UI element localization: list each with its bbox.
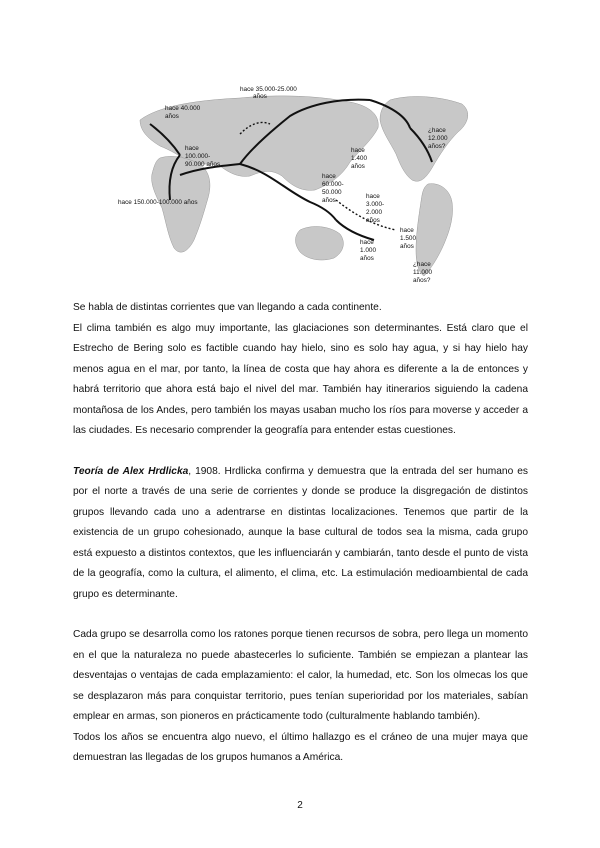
theory-title: Teoría de Alex Hrdlicka <box>73 465 189 477</box>
continents <box>140 96 468 276</box>
svg-text:hace 35.000-25.000 <box>240 86 297 93</box>
world-map-figure <box>110 80 480 290</box>
map-label: hace <box>360 239 374 246</box>
document-body <box>73 298 528 769</box>
paragraph-groups: Cada grupo se desarrolla como los ratones porque tienen recursos de sobra, pero llega un momento en el que la naturaleza no puede abastecerles lo suficiente. También se empiezan a plantear las desventajas o ventajas de cada emplazamiento: el calor, la humedad, etc. Son los olmecas los que se desplazaron más para conquistar territorio, pues tenían superioridad por los materiales, sabían emplear en armas, son pioneros en prácticamente todo (culturalmente hablando también). <box>73 629 528 722</box>
svg-text:¿hace <box>428 127 446 134</box>
map-label: 100.000- <box>185 153 211 160</box>
paragraph-intro: Se habla de distintas corrientes que van llegando a cada continente. <box>73 302 382 313</box>
map-label: años <box>322 197 336 204</box>
paragraph-findings: Todos los años se encuentra algo nuevo, el último hallazgo es el cráneo de una mujer maya que demuestran las llegadas de los grupos humanos a América. <box>73 731 528 763</box>
svg-text:3.000- <box>366 201 384 208</box>
map-label: años <box>366 217 380 224</box>
map-label: hace 150.000-100.000 años <box>118 199 198 206</box>
svg-text:años? <box>428 143 446 150</box>
map-label: años <box>400 243 414 250</box>
svg-text:hace <box>360 239 374 246</box>
map-label: hace <box>351 147 365 154</box>
map-label: años? <box>428 143 446 150</box>
map-label: años <box>351 163 365 170</box>
svg-text:años <box>165 113 179 120</box>
svg-text:90.000 años <box>185 161 220 168</box>
svg-text:hace <box>322 173 336 180</box>
map-label: hace <box>185 145 199 152</box>
svg-text:1.400 <box>351 155 367 162</box>
svg-text:hace <box>366 193 380 200</box>
svg-text:años <box>351 163 365 170</box>
map-label: años? <box>413 277 431 284</box>
svg-text:50.000 <box>322 189 342 196</box>
map-label: 3.000- <box>366 201 385 208</box>
map-label: 90.000 años <box>185 161 221 168</box>
svg-text:años <box>253 93 267 100</box>
svg-text:11.000 <box>413 269 433 276</box>
australia-landmass <box>296 227 344 260</box>
svg-text:años? <box>413 277 431 284</box>
svg-text:hace 150.000-100.000 años <box>118 199 198 206</box>
page-number: 2 <box>297 800 303 811</box>
svg-text:¿hace <box>413 261 431 268</box>
theory-text: , 1908. Hrdlicka confirma y demuestra que la entrada del ser humano es por el norte a través de una serie de corrientes y donde se produce la disgregación de distintos grupos llevando cada uno a adentrarse en distintas localizaciones. Tenemos que partir de la existencia de un grupo cohesionado, aunque la base cultural de todos sea la misma, cada grupo está expuesto a distintos contextos, que les influenciarán y cambiarán, tanto desde el punto de vista de la geografía, como la cultura, el alimento, el clima, etc. La estimulación medioambiental de cada grupo es determinante. <box>73 465 528 600</box>
paragraph-hrdlicka <box>73 462 528 606</box>
map-label: ¿hace <box>428 127 446 134</box>
map-label: 50.000 <box>322 189 342 196</box>
svg-text:100.000- <box>185 153 210 160</box>
svg-text:años <box>400 243 414 250</box>
paragraph-climate: El clima también es algo muy importante, las glaciaciones son determinantes. Está claro que el Estrecho de Bering solo es factible cuando hay hielo, sino es solo hay agua, y si hay hielo hay menos agua en el mar, por tanto, la línea de costa que hay ahora es diferente a la de entonces y habrá territorio que ahora está bajo el nivel del mar. También hay itinerarios siguiendo la cadena montañosa de los Andes, pero también los mayas usaban mucho los ríos para moverse y acceder a las ciudades. Es necesario comprender la geografía para entender estas cuestiones. <box>73 322 528 436</box>
svg-text:años <box>366 217 380 224</box>
svg-text:60.000- <box>322 181 344 188</box>
svg-text:1.500 <box>400 235 416 242</box>
map-label: 11.000 <box>413 269 433 276</box>
map-label: 2.000 <box>366 209 382 216</box>
svg-text:12.000 <box>428 135 448 142</box>
map-label: años <box>253 93 267 100</box>
map-label: hace <box>400 227 414 234</box>
map-label: 60.000- <box>322 181 344 188</box>
svg-text:1.000 <box>360 247 376 254</box>
svg-text:hace 40.000 <box>165 105 201 112</box>
map-label: 1.000 <box>360 247 376 254</box>
svg-text:años <box>360 255 374 262</box>
map-label: hace 35.000-25.000 <box>240 86 297 93</box>
map-label: años <box>165 113 179 120</box>
svg-text:hace <box>400 227 414 234</box>
svg-text:2.000 <box>366 209 382 216</box>
map-label: hace 40.000 <box>165 105 201 112</box>
map-label: hace <box>322 173 336 180</box>
map-label: ¿hace <box>413 261 431 268</box>
map-label: 1.500 <box>400 235 416 242</box>
map-label: 12.000 <box>428 135 448 142</box>
svg-text:hace <box>185 145 199 152</box>
map-label: años <box>360 255 374 262</box>
migration-map <box>110 80 480 290</box>
svg-text:hace <box>351 147 365 154</box>
svg-text:años <box>322 197 336 204</box>
map-label: 1.400 <box>351 155 367 162</box>
map-label: hace <box>366 193 380 200</box>
